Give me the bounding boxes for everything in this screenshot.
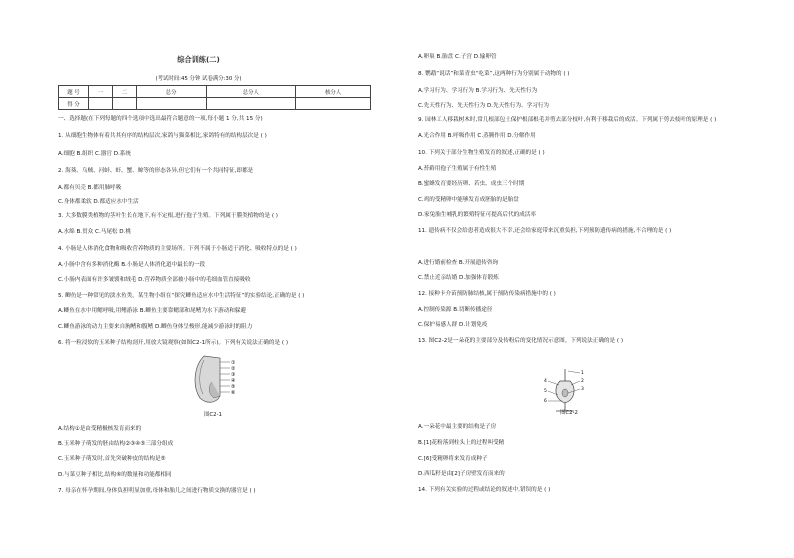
- question-line: 8. 鹦鹉“说话”和菜青虫“吃菜”,这两种行为分别属于动物的 ( ): [418, 71, 570, 77]
- option-line: B.蜜蜂发育要经历卵、若虫、成虫三个时期: [418, 181, 525, 187]
- table-cell: 总分人: [206, 86, 296, 98]
- section-heading: 一、选择题(在下列每题的四个选项中选出最符合题意的一项,每小题 1 分,共 15 分): [58, 116, 263, 122]
- table-cell: 得 分: [59, 98, 89, 110]
- option-line: A.光合作用 B.呼吸作用 C.蒸腾作用 D.分解作用: [418, 133, 536, 139]
- question-line: 6. 将一粒浸软的玉米种子结构剖开,用放大镜观察(如图C2-1所示)。下列有关说法正确的是 ( ): [58, 340, 289, 346]
- option-line: C.[6]受精卵将来发育成种子: [418, 456, 488, 462]
- question-line: 10. 下列关于部分生物生殖发育的叙述,正确的是 ( ): [418, 150, 545, 156]
- table-cell: 核分人: [296, 86, 371, 98]
- figure-label: 4: [544, 379, 547, 384]
- option-line: C.保护易感人群 D.计划免疫: [418, 322, 488, 328]
- option-line: A.控制传染源 B.切断传播途径: [418, 307, 493, 313]
- figure-label: ⑤: [231, 384, 236, 390]
- option-line: C.身体都柔软 D.都适应水中生活: [58, 199, 139, 205]
- page-title: 综合训练(二): [177, 55, 220, 64]
- table-row: [59, 98, 371, 110]
- table-row: [59, 86, 371, 98]
- table-cell[interactable]: [296, 98, 371, 110]
- table-cell: 二: [112, 86, 136, 98]
- option-line: B.玉米种子萌发的胚由结构②③④⑤三部分组成: [58, 441, 174, 447]
- figure-label: 2: [581, 379, 584, 384]
- question-line: 14. 下列有关实验的过程或结论的叙述中,错误的是 ( ): [418, 487, 551, 493]
- figure-caption: 图C2-1: [204, 412, 222, 418]
- option-line: D.与菜豆种子相比,结构⑥的数量和功能都相同: [58, 472, 172, 478]
- figure-label: ③: [231, 372, 236, 378]
- option-line: B.[1]花粉落到柱头上的过程叫受精: [418, 440, 505, 446]
- figure-label: ①: [231, 360, 236, 366]
- question-line: 1. 从细胞生物体有着共其有序的结构层次,家鸽与猫菜相比,家鸽特有的结构层次是 ( ): [58, 133, 267, 139]
- option-line: C.先天性行为、先天性行为 D.先天性行为、学习行为: [418, 103, 550, 109]
- option-line: C.鲫鱼游泳的动力主要来自胸鳍和腹鳍 D.鲫鱼身体呈梭形,能减少游泳时的阻力: [58, 324, 253, 330]
- table-cell: 题 号: [59, 86, 89, 98]
- question-line: 12. 接种卡介苗预防肺结核,属于预防传染病措施中的 ( ): [418, 291, 556, 297]
- corn-seed-figure: [190, 352, 240, 406]
- option-line: A.都有贝壳 B.都用肺呼吸: [58, 185, 122, 191]
- table-cell[interactable]: [88, 98, 112, 110]
- exam-info: (考试时间:45 分钟 试卷满分:30 分): [155, 76, 242, 82]
- option-line: A.进行婚前检查 B.开展遗传咨询: [418, 260, 499, 266]
- question-line: 11. 遗传病不仅会给患者造成很大不幸,还会给家庭带来沉重负担,下列预防遗传病的措施,不合理的是 ( ): [418, 228, 672, 234]
- table-cell: 总分: [136, 86, 206, 98]
- question-line: 5. 鲫鱼是一种常见的淡水鱼类。某生物小组在“探究鲫鱼适应水中生活特征”的实验结论,正确的是 ( ): [58, 293, 305, 299]
- option-line: A.学习行为、学习行为 B.学习行为、先天性行为: [418, 88, 538, 94]
- table-cell[interactable]: [136, 98, 206, 110]
- option-line: D.西瓜籽是由[2]子房壁发育而来的: [418, 471, 505, 477]
- table-cell[interactable]: [112, 98, 136, 110]
- figure-label: 1: [581, 371, 584, 376]
- score-table: [58, 85, 371, 110]
- option-line: A.细胞 B.组织 C.器官 D.系统: [58, 151, 131, 157]
- option-line: A.鲫鱼在水中用鳃呼吸,用鳍游泳 B.鲫鱼主要靠鳃部和尾鳍为水下游动和躲避: [58, 308, 247, 314]
- figure-caption: 图C2-2: [560, 410, 578, 416]
- option-line: A.一朵花中最主要的结构是子房: [418, 424, 497, 430]
- figure-label: ④: [231, 378, 236, 384]
- option-line: A.苔藓用孢子生殖属于有性生殖: [418, 166, 497, 172]
- question-line: 4. 小肠是人体消化食物和吸收营养物质的主要场所。下列不属于小肠适于消化、吸收特点的是 ( ): [58, 246, 297, 252]
- question-line: 3. 大多数膜类植物的茎叶生长在地下,有不定根,进行孢子生殖。下列属于膜类植物的是 ( ): [58, 213, 278, 219]
- question-line: 9. 园林工人移栽树木时,常几根部包土保护根部根毛并剪去部分枝叶,有利于移栽后的成活。下列属于剪去枝叶的原理是 ( ): [418, 117, 717, 123]
- figure-label: ⑥: [231, 390, 236, 396]
- figure-label: 6: [544, 399, 547, 404]
- question-line: 7. 母亲在怀孕期间,身体负担明显加重,母体和胎儿之间进行物质交换的器官是 ( ): [58, 488, 256, 494]
- figure-label: ②: [231, 366, 236, 372]
- option-line: C.禁止近亲结婚 D.加强体育锻炼: [418, 275, 499, 281]
- option-line: C.玉米种子萌发时,首先突破种皮的结构是⑤: [58, 456, 166, 462]
- option-line: C.小肠内表面有许多皱襞和绒毛 D.营养物质全部被小肠中的毛细血管直接吸收: [58, 277, 251, 283]
- option-line: A.结构①是由受精极核发育而来的: [58, 426, 142, 432]
- question-line: 13. 图C2-2是一朵花的主要部分及传粉后的变化情况示意图。下列说法正确的是 ( ): [418, 338, 624, 344]
- option-line: A.水绵 B.贯众 C.马尾松 D.桃: [58, 229, 131, 235]
- option-line: C.鸡的受精卵中能够发育成胚胎的是胎盘: [418, 197, 519, 203]
- figure-label: 5: [544, 389, 547, 394]
- question-line: 2. 海葵、乌贼、河蚌、虾、蟹、鲸等的形态各异,但它们有一个共同特征,即都是: [58, 168, 254, 174]
- table-cell[interactable]: [206, 98, 296, 110]
- table-cell: 一: [88, 86, 112, 98]
- figure-label: 3: [581, 387, 584, 392]
- option-line: A.小肠中含有多种消化酶 B.小肠是人体消化道中最长的一段: [58, 262, 206, 268]
- option-line: A.卵巢 B.胎盘 C.子宫 D.输卵管: [418, 54, 497, 60]
- option-line: D.家兔胎生哺乳的繁殖特征可提高后代的成活率: [418, 212, 536, 218]
